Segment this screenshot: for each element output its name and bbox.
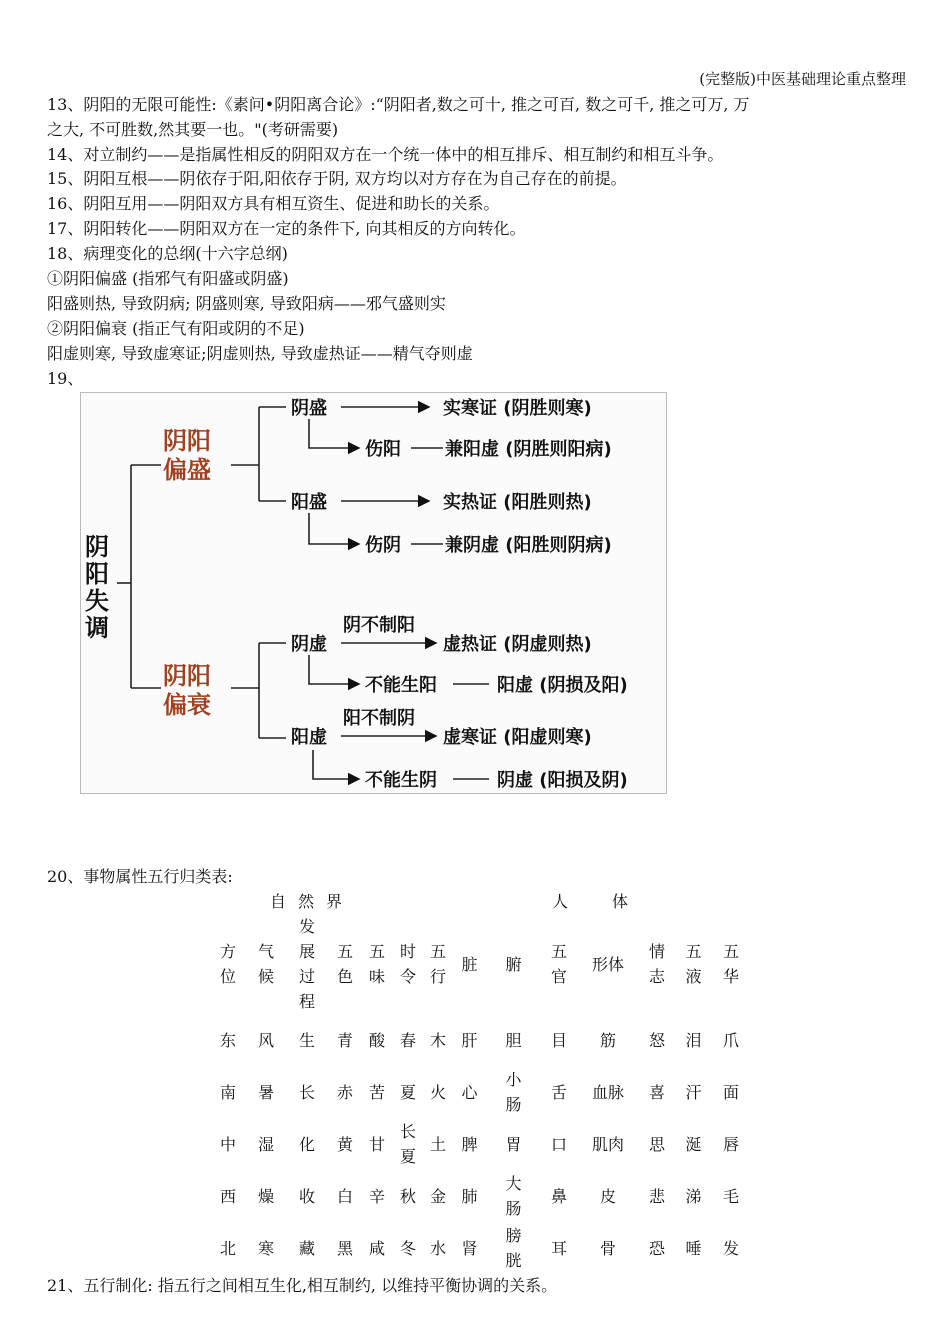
- root-char-2: 阳: [85, 560, 109, 588]
- cell-text: 鼻: [550, 1186, 567, 1206]
- table-cell: [453, 1222, 486, 1274]
- cell-text: 气: [257, 942, 274, 961]
- cell-text: 骨: [599, 1238, 616, 1258]
- cell-text: 肝: [461, 1030, 478, 1050]
- table-cell: [712, 1170, 750, 1222]
- item-14: 14、对立制约——是指属性相反的阴阳双方在一个统一体中的相互排斥、相互制约和相互斗争。: [47, 145, 724, 164]
- cell-text: 肺: [461, 1186, 478, 1206]
- cell-text: 五: [685, 942, 702, 961]
- cell-text: 苦: [368, 1082, 385, 1102]
- item-18: 18、病理变化的总纲(十六字总纲): [47, 244, 288, 263]
- cell-text: 志: [648, 967, 665, 986]
- cell-text: 时: [399, 942, 416, 961]
- cell-text: 展: [298, 942, 315, 961]
- cell-text: 耳: [550, 1238, 567, 1258]
- table-cell: [675, 1222, 712, 1274]
- shang-yin-node: 伤阴: [365, 535, 401, 556]
- cell-text: 华: [722, 967, 739, 986]
- table-cell: [577, 1118, 639, 1170]
- cell-text: 长: [298, 1082, 315, 1102]
- cell-text: 液: [685, 967, 702, 986]
- table-cell: [393, 1222, 423, 1274]
- yang-xu-result2: 阴虚 (阳损及阴): [497, 770, 628, 791]
- cell-text: 情: [648, 942, 665, 961]
- cell-text: 酸: [368, 1030, 385, 1050]
- yang-sheng-node: 阳盛: [291, 492, 327, 513]
- cell-text: 春: [399, 1030, 416, 1050]
- yang-xu-result1: 虚寒证 (阳虚则寒): [443, 727, 592, 748]
- cell-text: 小: [505, 1070, 522, 1089]
- table-cell: [247, 1066, 285, 1118]
- cell-text: 胆: [505, 1030, 522, 1050]
- cell-text: 令: [399, 967, 416, 986]
- cell-text: 肠: [505, 1095, 522, 1114]
- item-13-line1: 13、阴阳的无限可能性:《素问•阴阳离合论》:“阴阳者,数之可十, 推之可百, 数之可千, 推之可万, 万: [47, 95, 750, 114]
- table-cell: [423, 1014, 453, 1066]
- cell-text: 汗: [685, 1082, 702, 1102]
- cell-text: 生: [298, 1030, 315, 1050]
- cell-text: 方: [219, 942, 236, 961]
- cell-text: 候: [257, 967, 274, 986]
- table-header-cell: [541, 914, 577, 1014]
- cell-text: 形体: [591, 954, 624, 974]
- cell-text: 五: [429, 942, 446, 961]
- table-cell: [393, 1066, 423, 1118]
- table-cell: [486, 1118, 541, 1170]
- table-header-cell: [577, 914, 639, 1014]
- table-header-cell: [453, 914, 486, 1014]
- table-cell: [247, 1118, 285, 1170]
- item-15: 15、阴阳互根——阴依存于阳,阳依存于阴, 双方均以对方存在为自己存在的前提。: [47, 169, 627, 188]
- table-cell: [247, 1222, 285, 1274]
- table-cell: [329, 1066, 361, 1118]
- table-cell: [285, 1066, 329, 1118]
- item-18-excess-desc: 阳盛则热, 导致阴病; 阴盛则寒, 导致阳病——邪气盛则实: [47, 294, 446, 313]
- table-cell: [285, 1222, 329, 1274]
- table-cell: [453, 1118, 486, 1170]
- table-cell: [712, 1014, 750, 1066]
- bu-neng-sheng-yang-node: 不能生阳: [365, 675, 437, 696]
- item-13-line2: 之大, 不可胜数,然其要一也。"(考研需要): [47, 120, 339, 139]
- item-18-deficiency: ②阴阳偏衰 (指正气有阳或阴的不足): [47, 319, 305, 338]
- cell-text: 火: [429, 1082, 446, 1102]
- table-cell: [393, 1170, 423, 1222]
- yin-bu-zhi-yang-label: 阴不制阳: [343, 615, 415, 636]
- cell-text: 爪: [722, 1030, 739, 1050]
- cell-text: 大: [505, 1174, 522, 1193]
- cell-text: 藏: [298, 1238, 315, 1258]
- table-cell: [329, 1118, 361, 1170]
- table-cell: [577, 1222, 639, 1274]
- item-17: 17、阴阳转化——阴阳双方在一定的条件下, 向其相反的方向转化。: [47, 219, 526, 238]
- cell-text: 心: [461, 1082, 478, 1102]
- table-header-cell: [675, 914, 712, 1014]
- cell-text: 肌肉: [591, 1134, 624, 1154]
- table-group-body: 人体: [552, 892, 673, 911]
- excess-label-line2: 偏盛: [163, 456, 211, 484]
- cell-text: 黑: [336, 1238, 353, 1258]
- cell-text: 长: [399, 1122, 416, 1141]
- table-cell: [247, 1014, 285, 1066]
- table-header-cell: [712, 914, 750, 1014]
- cell-text: 面: [722, 1082, 739, 1102]
- five-elements-table: [209, 914, 750, 1274]
- table-cell: [541, 1066, 577, 1118]
- table-header-cell: [247, 914, 285, 1014]
- table-cell: [423, 1170, 453, 1222]
- cell-text: 东: [219, 1030, 236, 1050]
- cell-text: 筋: [599, 1030, 616, 1050]
- table-cell: [209, 1170, 247, 1222]
- table-row: [209, 1222, 750, 1274]
- table-cell: [393, 1014, 423, 1066]
- cell-text: 湿: [257, 1134, 274, 1154]
- table-cell: [453, 1170, 486, 1222]
- cell-text: 唾: [685, 1238, 702, 1258]
- yang-xu-node: 阳虚: [291, 727, 327, 748]
- cell-text: 血脉: [591, 1082, 624, 1102]
- table-cell: [486, 1066, 541, 1118]
- cell-text: 燥: [257, 1186, 274, 1206]
- table-cell: [577, 1066, 639, 1118]
- cell-text: 土: [429, 1134, 446, 1154]
- cell-text: 位: [219, 967, 236, 986]
- cell-text: 收: [298, 1186, 315, 1206]
- table-cell: [541, 1014, 577, 1066]
- cell-text: 南: [219, 1082, 236, 1102]
- cell-text: 青: [336, 1030, 353, 1050]
- yin-xu-node: 阴虚: [291, 634, 327, 655]
- yin-xu-result2: 阳虚 (阴损及阳): [497, 675, 628, 696]
- table-cell: [541, 1118, 577, 1170]
- cell-text: 口: [550, 1134, 567, 1154]
- table-cell: [675, 1014, 712, 1066]
- table-cell: [639, 1014, 675, 1066]
- cell-text: 脏: [461, 954, 478, 974]
- table-row: [209, 1014, 750, 1066]
- table-cell: [712, 1118, 750, 1170]
- cell-text: 涎: [685, 1134, 702, 1154]
- yang-sheng-result2: 兼阴虚 (阳胜则阴病): [445, 535, 612, 556]
- table-cell: [423, 1118, 453, 1170]
- table-cell: [486, 1222, 541, 1274]
- cell-text: 金: [429, 1186, 446, 1206]
- cell-text: 化: [298, 1134, 315, 1154]
- cell-text: 思: [648, 1134, 665, 1154]
- table-header-cell: [361, 914, 393, 1014]
- table-header-row: [209, 914, 750, 1014]
- cell-text: 行: [429, 967, 446, 986]
- cell-text: 北: [219, 1238, 236, 1258]
- table-cell: [486, 1170, 541, 1222]
- table-group-nature: 自然界: [270, 892, 355, 911]
- cell-text: 咸: [368, 1238, 385, 1258]
- cell-text: 水: [429, 1238, 446, 1258]
- cell-text: 官: [550, 967, 567, 986]
- table-cell: [541, 1222, 577, 1274]
- table-cell: [712, 1222, 750, 1274]
- cell-text: 目: [550, 1030, 567, 1050]
- table-header-cell: [639, 914, 675, 1014]
- table-cell: [577, 1170, 639, 1222]
- table-cell: [361, 1170, 393, 1222]
- table-header-cell: [285, 914, 329, 1014]
- table-cell: [209, 1066, 247, 1118]
- cell-text: 白: [336, 1186, 353, 1206]
- table-cell: [453, 1014, 486, 1066]
- cell-text: 味: [368, 967, 385, 986]
- table-cell: [486, 1014, 541, 1066]
- cell-text: 西: [219, 1186, 236, 1206]
- table-cell: [209, 1118, 247, 1170]
- item-19: 19、: [47, 369, 84, 388]
- table-header-cell: [329, 914, 361, 1014]
- cell-text: 喜: [648, 1082, 665, 1102]
- cell-text: 肠: [505, 1199, 522, 1218]
- root-char-4: 调: [85, 614, 109, 642]
- cell-text: 泪: [685, 1030, 702, 1050]
- item-21: 21、五行制化: 指五行之间相互生化,相互制约, 以维持平衡协调的关系。: [47, 1276, 558, 1295]
- cell-text: 腑: [505, 954, 522, 974]
- table-cell: [639, 1222, 675, 1274]
- cell-text: 五: [722, 942, 739, 961]
- table-header-cell: [486, 914, 541, 1014]
- table-cell: [361, 1222, 393, 1274]
- cell-text: 木: [429, 1030, 446, 1050]
- yin-sheng-result1: 实寒证 (阴胜则寒): [443, 398, 592, 419]
- root-char-3: 失: [85, 587, 109, 615]
- table-cell: [361, 1118, 393, 1170]
- root-char-1: 阴: [85, 533, 109, 561]
- cell-text: 辛: [368, 1186, 385, 1206]
- table-header-cell: [423, 914, 453, 1014]
- cell-text: 膀: [505, 1226, 522, 1245]
- table-cell: [675, 1066, 712, 1118]
- cell-text: 肾: [461, 1238, 478, 1258]
- cell-text: 风: [257, 1030, 274, 1050]
- cell-text: 五: [368, 942, 385, 961]
- table-row: [209, 1118, 750, 1170]
- yin-sheng-node: 阴盛: [291, 398, 327, 419]
- table-cell: [577, 1014, 639, 1066]
- table-cell: [329, 1170, 361, 1222]
- yin-yang-imbalance-diagram: [80, 392, 667, 794]
- cell-text: 脾: [461, 1134, 478, 1154]
- cell-text: 发: [722, 1238, 739, 1258]
- cell-text: 皮: [599, 1186, 616, 1206]
- item-18-deficiency-desc: 阳虚则寒, 导致虚寒证;阴虚则热, 导致虚热证——精气夺则虚: [47, 344, 473, 363]
- cell-text: 胱: [505, 1251, 522, 1270]
- deficiency-label-line1: 阴阳: [163, 662, 211, 690]
- item-20: 20、事物属性五行归类表:: [47, 867, 233, 886]
- yin-xu-result1: 虚热证 (阴虚则热): [443, 634, 592, 655]
- table-cell: [209, 1014, 247, 1066]
- cell-text: 中: [219, 1134, 236, 1154]
- table-row: [209, 1170, 750, 1222]
- table-header-cell: [209, 914, 247, 1014]
- cell-text: 寒: [257, 1238, 274, 1258]
- table-cell: [453, 1066, 486, 1118]
- cell-text: 赤: [336, 1082, 353, 1102]
- cell-text: 怒: [648, 1030, 665, 1050]
- table-cell: [541, 1170, 577, 1222]
- table-cell: [247, 1170, 285, 1222]
- table-cell: [329, 1222, 361, 1274]
- cell-text: 黄: [336, 1134, 353, 1154]
- table-cell: [329, 1014, 361, 1066]
- table-cell: [675, 1170, 712, 1222]
- cell-text: 胃: [505, 1134, 522, 1154]
- cell-text: 秋: [399, 1186, 416, 1206]
- table-cell: [285, 1170, 329, 1222]
- table-header-cell: [393, 914, 423, 1014]
- table-cell: [712, 1066, 750, 1118]
- table-cell: [361, 1066, 393, 1118]
- document-header: (完整版)中医基础理论重点整理: [699, 70, 906, 88]
- cell-text: 甘: [368, 1134, 385, 1154]
- table-cell: [285, 1014, 329, 1066]
- table-cell: [639, 1066, 675, 1118]
- shang-yang-node: 伤阳: [365, 439, 401, 460]
- item-18-excess: ①阴阳偏盛 (指邪气有阳盛或阴盛): [47, 269, 289, 288]
- item-16: 16、阴阳互用——阴阳双方具有相互资生、促进和助长的关系。: [47, 194, 500, 213]
- cell-text: 夏: [399, 1147, 416, 1166]
- cell-text: 唇: [722, 1134, 739, 1154]
- table-cell: [639, 1170, 675, 1222]
- cell-text: 悲: [648, 1186, 665, 1206]
- yang-sheng-result1: 实热证 (阳胜则热): [443, 492, 592, 513]
- cell-text: 五: [336, 942, 353, 961]
- table-cell: [423, 1222, 453, 1274]
- yin-sheng-result2: 兼阳虚 (阴胜则阳病): [445, 439, 612, 460]
- table-row: [209, 1066, 750, 1118]
- table-cell: [675, 1118, 712, 1170]
- cell-text: 冬: [399, 1238, 416, 1258]
- table-cell: [423, 1066, 453, 1118]
- table-cell: [285, 1118, 329, 1170]
- cell-text: 过: [298, 967, 315, 986]
- deficiency-label-line2: 偏衰: [163, 691, 211, 719]
- table-cell: [209, 1222, 247, 1274]
- cell-text: 暑: [257, 1082, 274, 1102]
- cell-text: 夏: [399, 1082, 416, 1102]
- yang-bu-zhi-yin-label: 阳不制阴: [343, 708, 415, 729]
- cell-text: 程: [298, 992, 315, 1011]
- bu-neng-sheng-yin-node: 不能生阴: [365, 770, 437, 791]
- table-cell: [639, 1118, 675, 1170]
- excess-label-line1: 阴阳: [163, 427, 211, 455]
- cell-text: 发: [298, 917, 315, 936]
- table-cell: [361, 1014, 393, 1066]
- table-cell: [393, 1118, 423, 1170]
- cell-text: 舌: [550, 1082, 567, 1102]
- cell-text: 涕: [685, 1186, 702, 1206]
- cell-text: 毛: [722, 1186, 739, 1206]
- cell-text: 色: [336, 967, 353, 986]
- cell-text: 恐: [648, 1238, 665, 1258]
- cell-text: 五: [550, 942, 567, 961]
